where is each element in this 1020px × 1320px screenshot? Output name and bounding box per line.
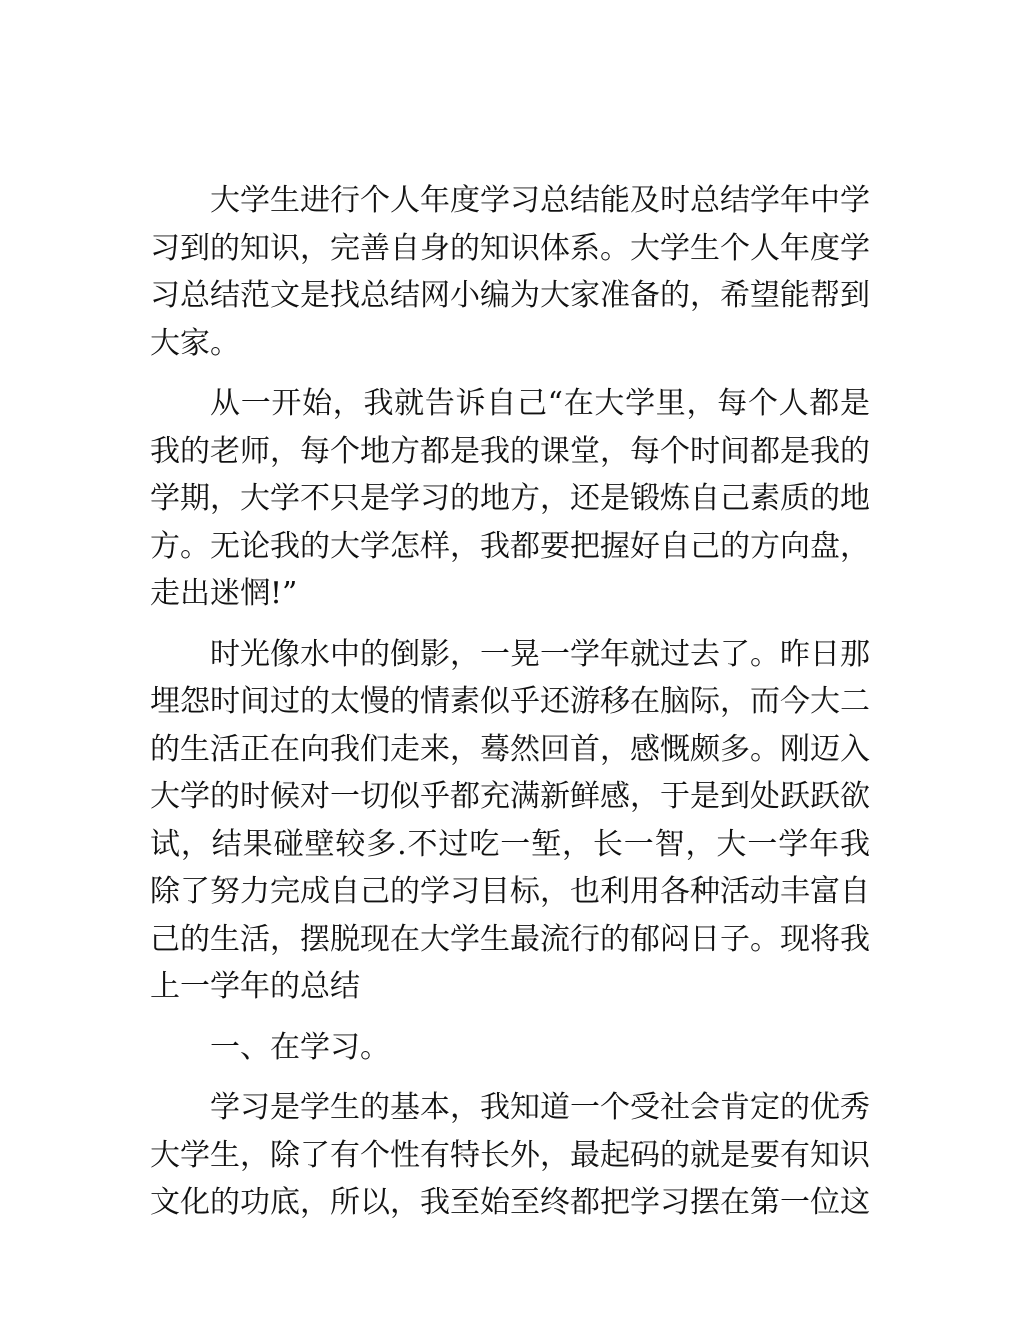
text-line: 习总结范文是找总结网小编为大家准备的，希望能帮到	[150, 278, 870, 313]
text-line: 学期，大学不只是学习的地方，还是锻炼自己素质的地	[150, 481, 870, 516]
text-line: 文化的功底，所以，我至始至终都把学习摆在第一位这	[150, 1185, 870, 1220]
text-line: 我的老师，每个地方都是我的课堂，每个时间都是我的	[150, 433, 870, 469]
text-line: 学习是学生的基本，我知道一个受社会肯定的优秀	[210, 1090, 870, 1125]
text-line: 大学生进行个人年度学习总结能及时总结学年中学	[210, 183, 870, 218]
text-line: 方。无论我的大学怎样，我都要把握好自己的方向盘，	[150, 528, 870, 564]
text-line: 大家。	[150, 325, 240, 361]
text-line: 走出迷惘!”	[150, 576, 298, 611]
text-line: 上一学年的总结	[150, 969, 360, 1004]
text-line: 大学生，除了有个性有特长外，最起码的就是要有知识	[150, 1137, 870, 1173]
text-line: 从一开始，我就告诉自己“在大学里，每个人都是	[210, 386, 870, 421]
paragraph-quote	[150, 380, 870, 618]
text-line: 的生活正在向我们走来，蓦然回首，感慨颇多。刚迈入	[150, 731, 870, 767]
text-line: 时光像水中的倒影，一晃一学年就过去了。昨日那	[210, 636, 870, 672]
section-heading: 一、在学习。	[210, 1029, 390, 1065]
text-line: 试，结果碰壁较多.不过吃一堑，长一智，大一学年我	[150, 826, 870, 862]
text-line: 除了努力完成自己的学习目标，也利用各种活动丰富自	[150, 874, 870, 909]
section-heading-study	[150, 1024, 870, 1072]
paragraph-reflection	[150, 631, 870, 1011]
paragraph-intro	[150, 177, 870, 367]
document-body	[150, 177, 870, 1227]
text-line: 埋怨时间过的太慢的情素似乎还游移在脑际，而今大二	[150, 684, 870, 719]
paragraph-study	[150, 1084, 870, 1227]
text-line: 己的生活，摆脱现在大学生最流行的郁闷日子。现将我	[150, 921, 870, 957]
text-line: 习到的知识，完善自身的知识体系。大学生个人年度学	[150, 230, 870, 266]
text-line: 大学的时候对一切似乎都充满新鲜感，于是到处跃跃欲	[150, 779, 870, 814]
